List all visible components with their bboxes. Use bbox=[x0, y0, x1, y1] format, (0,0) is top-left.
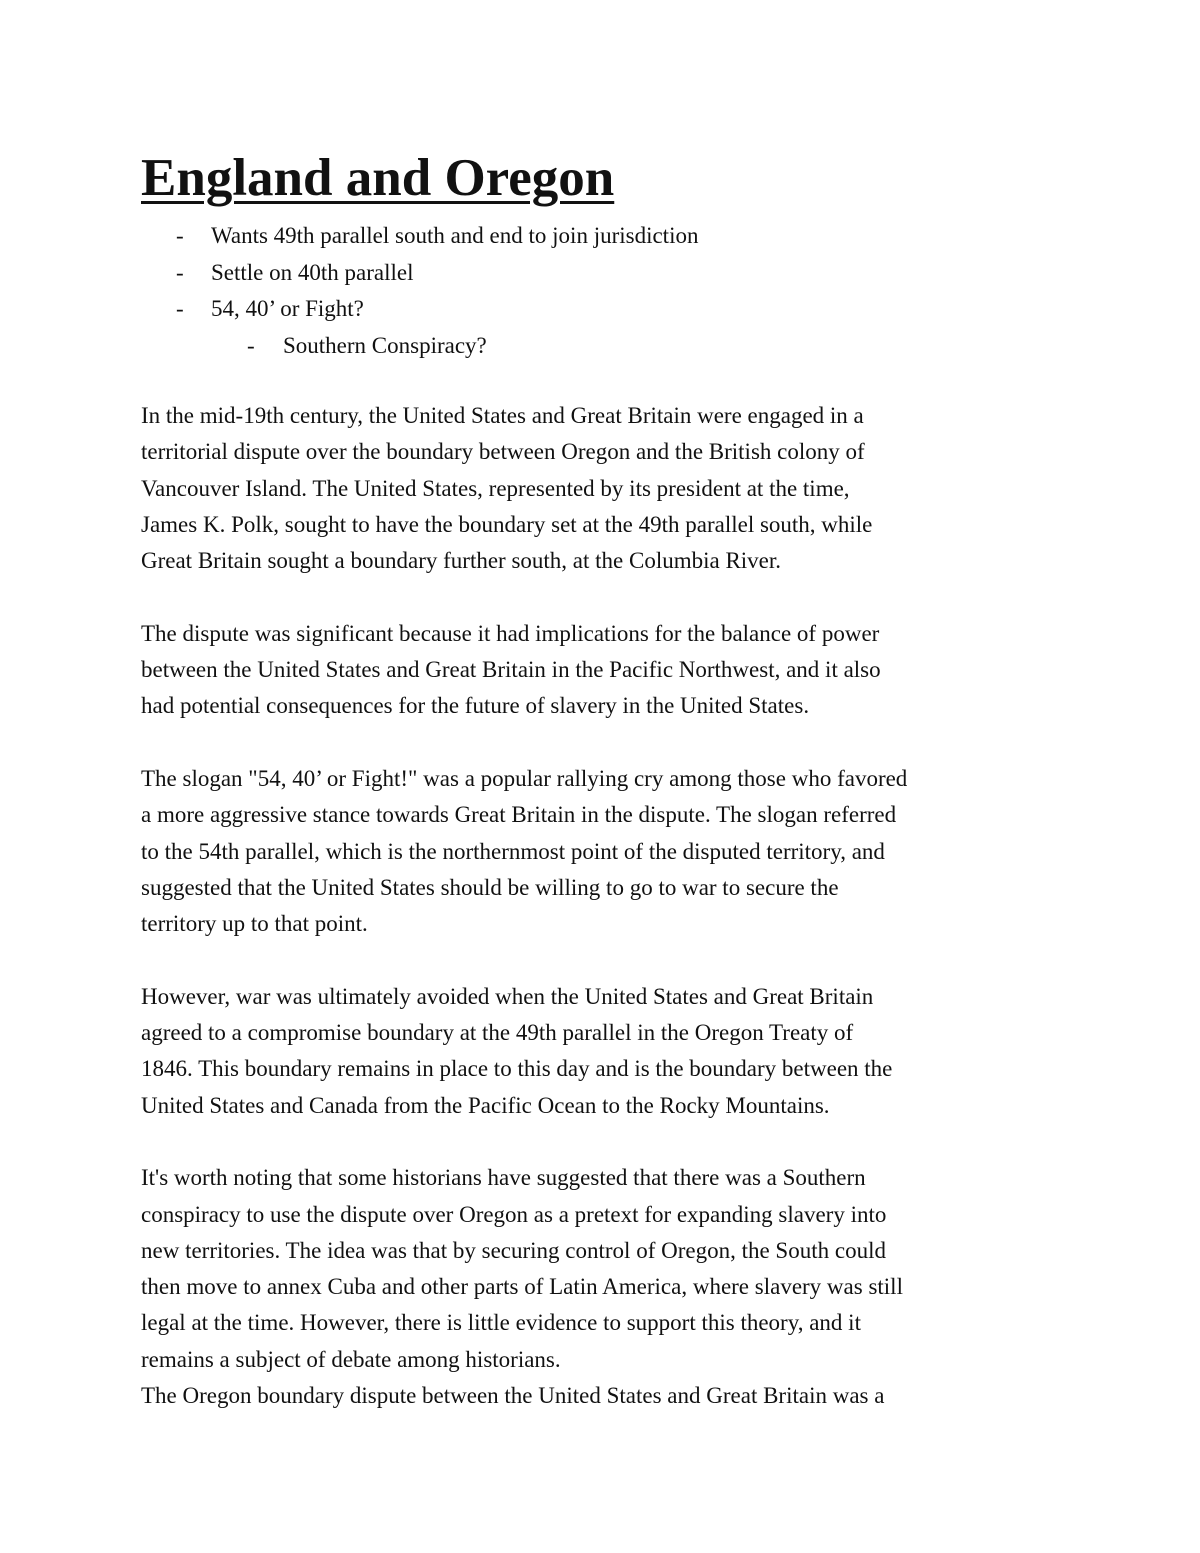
bullet-text: Southern Conspiracy? bbox=[283, 332, 487, 358]
paragraph-gap bbox=[141, 942, 1076, 978]
body-text bbox=[141, 398, 1076, 1414]
text-line: The slogan "54, 40’ or Fight!" was a popular rallying cry among those who favored bbox=[141, 765, 908, 791]
bullet-marker: - bbox=[176, 296, 184, 321]
text-line: In the mid-19th century, the United States and Great Britain were engaged in a bbox=[141, 403, 864, 428]
text-line: legal at the time. However, there is little evidence to support this theory, and it bbox=[141, 1310, 861, 1336]
text-line: It's worth noting that some historians have suggested that there was a Southern bbox=[141, 1165, 866, 1191]
text-line: new territories. The idea was that by securing control of Oregon, the South could bbox=[141, 1237, 886, 1263]
paragraph bbox=[141, 398, 1076, 579]
bullet-marker: - bbox=[176, 259, 184, 285]
paragraph-gap bbox=[141, 725, 1076, 761]
paragraph bbox=[141, 1160, 1076, 1378]
text-line: agreed to a compromise boundary at the 49th parallel in the Oregon Treaty of bbox=[141, 1020, 854, 1046]
paragraph bbox=[141, 1378, 1076, 1414]
paragraph-gap bbox=[141, 579, 1076, 615]
paragraph bbox=[141, 979, 1076, 1124]
bullet-marker: - bbox=[247, 332, 255, 358]
text-line: a more aggressive stance towards Great Britain in the dispute. The slogan referred bbox=[141, 802, 897, 828]
text-line: The dispute was significant because it had implications for the balance of power bbox=[141, 620, 880, 646]
text-line: had potential consequences for the future of slavery in the United States. bbox=[141, 693, 810, 719]
text-line: Great Britain sought a boundary further south, at the Columbia River. bbox=[141, 548, 782, 574]
text-line: suggested that the United States should be willing to go to war to secure the bbox=[141, 874, 839, 900]
text-line: United States and Canada from the Pacific Ocean to the Rocky Mountains. bbox=[141, 1092, 830, 1118]
text-line: territorial dispute over the boundary between Oregon and the British colony of bbox=[141, 439, 865, 465]
text-line: James K. Polk, sought to have the boundary set at the 49th parallel south, while bbox=[141, 511, 873, 537]
text-line: However, war was ultimately avoided when the United States and Great Britain bbox=[141, 983, 874, 1009]
text-line: conspiracy to use the dispute over Oregon as a pretext for expanding slavery into bbox=[141, 1201, 887, 1227]
paragraph bbox=[141, 761, 1076, 942]
text-line: to the 54th parallel, which is the northernmost point of the disputed territory, and bbox=[141, 838, 885, 864]
text-line: territory up to that point. bbox=[141, 911, 368, 937]
text-line: 1846. This boundary remains in place to this day and is the boundary between the bbox=[141, 1056, 893, 1082]
bullet-text: Settle on 40th parallel bbox=[211, 259, 414, 285]
bullet-text: 54, 40’ or Fight? bbox=[211, 296, 364, 321]
text-line: Vancouver Island. The United States, represented by its president at the time, bbox=[141, 475, 850, 501]
paragraph bbox=[141, 616, 1076, 725]
bullet-marker: - bbox=[176, 223, 184, 248]
text-line: between the United States and Great Britain in the Pacific Northwest, and it also bbox=[141, 657, 881, 683]
text-line: then move to annex Cuba and other parts of Latin America, where slavery was still bbox=[141, 1274, 903, 1300]
bullet-text: Wants 49th parallel south and end to join jurisdiction bbox=[211, 223, 699, 248]
text-line: The Oregon boundary dispute between the United States and Great Britain was a bbox=[141, 1383, 885, 1409]
paragraph-gap bbox=[141, 1124, 1076, 1160]
document-title: England and Oregon bbox=[141, 149, 615, 207]
text-line: remains a subject of debate among historians. bbox=[141, 1346, 561, 1372]
